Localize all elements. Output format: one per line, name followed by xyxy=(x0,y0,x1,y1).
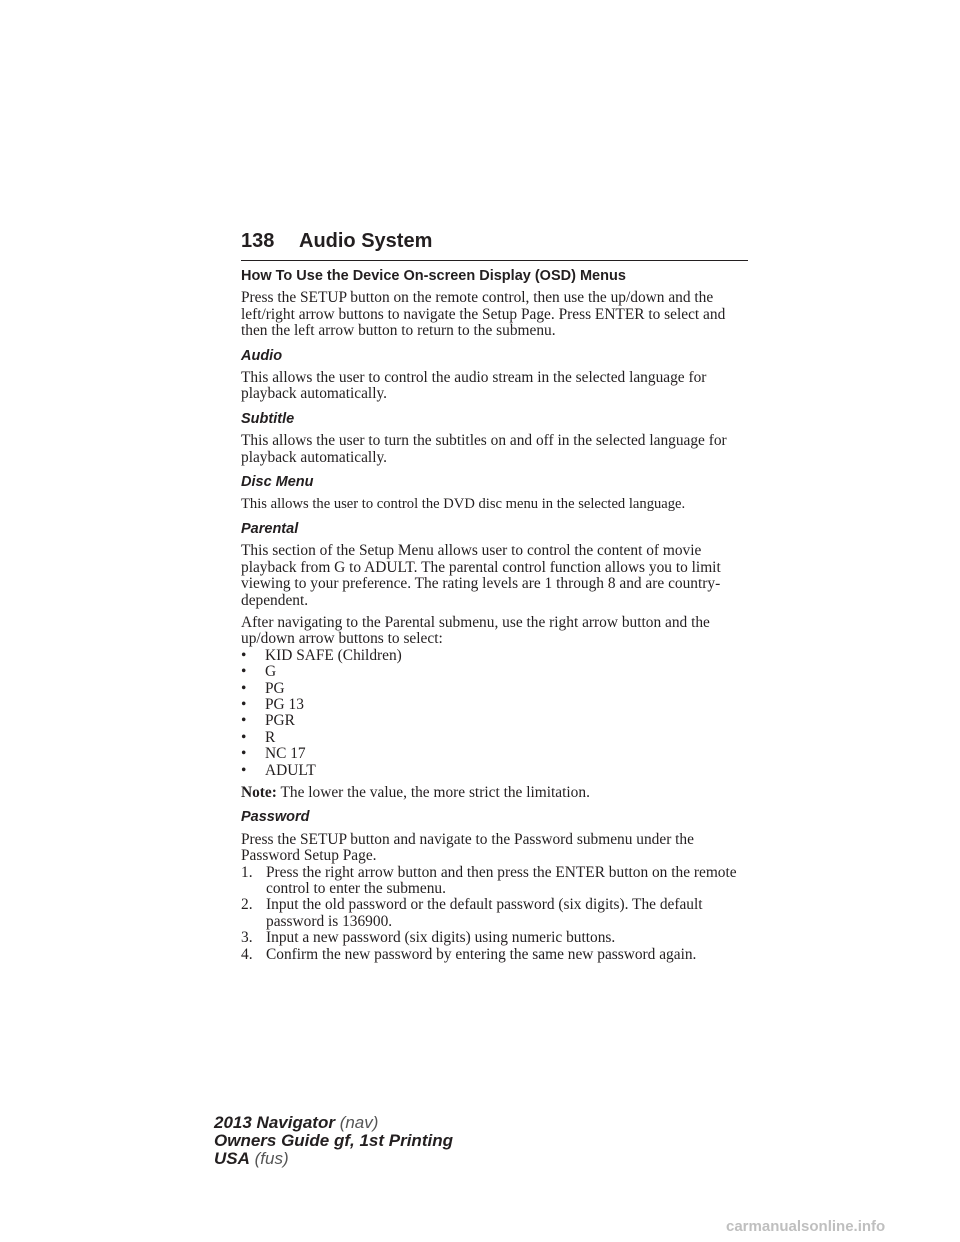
password-heading: Password xyxy=(241,809,310,826)
list-item xyxy=(241,930,753,946)
list-item: • G xyxy=(241,664,753,680)
footer-guide: Owners Guide gf, 1st Printing xyxy=(214,1131,453,1150)
section-title: Audio System xyxy=(299,230,433,252)
list-item: • PG 13 xyxy=(241,697,753,713)
parental-heading: Parental xyxy=(241,520,299,537)
parental-instructions: After navigating to the Parental submenu, use the right arrow button and the up/down arrow buttons to select: xyxy=(241,613,710,648)
step-number: 4. xyxy=(241,945,253,963)
disc-menu-paragraph: This allows the user to control the DVD disc menu in the selected language. xyxy=(241,496,686,513)
subtitle-paragraph: This allows the user to turn the subtitles on and off in the selected language for playback automatically. xyxy=(241,432,727,466)
list-item: • R xyxy=(241,730,753,746)
page-number: 138 xyxy=(241,230,275,252)
intro-paragraph: Press the SETUP button on the remote control, then use the up/down and the left/right arrow buttons to navigate the Setup Page. Press ENTER to select and then the left arrow button to return to the submenu. xyxy=(241,289,726,340)
main-heading: How To Use the Device On-screen Display (OSD) Menus xyxy=(241,268,626,284)
parental-paragraph: This section of the Setup Menu allows user to control the content of movie playback from G to ADULT. The parental control function allows you to limit viewing to your preference. The rating levels are 1 through 8 and are country-dependent. xyxy=(241,542,721,609)
list-item: • NC 17 xyxy=(241,746,753,762)
page-content xyxy=(241,268,753,963)
password-steps xyxy=(241,865,753,963)
footer-model-code: (nav) xyxy=(339,1113,379,1132)
note xyxy=(241,785,753,801)
list-item xyxy=(241,865,753,898)
footer-region: USA xyxy=(214,1149,250,1168)
step-number: 3. xyxy=(241,929,253,947)
list-item: • PG xyxy=(241,681,753,697)
footer-region-code: (fus) xyxy=(254,1149,289,1168)
rating-list xyxy=(241,648,753,779)
list-item: • ADULT xyxy=(241,763,753,779)
list-item xyxy=(241,897,753,930)
step-text: Input the old password or the default password (six digits). The default password is 136900. xyxy=(266,896,703,930)
watermark: carmanualsonline.info xyxy=(726,1218,886,1235)
password-paragraph: Press the SETUP button and navigate to the Password submenu under the Password Setup Page. xyxy=(241,830,694,865)
step-text: Press the right arrow button and then press the ENTER button on the remote control to enter the submenu. xyxy=(266,863,737,897)
note-text: The lower the value, the more strict the limitation. xyxy=(280,783,590,801)
footer-model: 2013 Navigator xyxy=(214,1113,335,1132)
step-text: Input a new password (six digits) using numeric buttons. xyxy=(266,929,616,947)
list-item: • KID SAFE (Children) xyxy=(241,648,753,664)
step-number: 1. xyxy=(241,863,253,881)
disc-menu-heading: Disc Menu xyxy=(241,474,314,491)
list-item: • PGR xyxy=(241,713,753,729)
list-item xyxy=(241,947,753,963)
note-label: Note: xyxy=(241,783,277,801)
audio-paragraph: This allows the user to control the audio stream in the selected language for playback automatically. xyxy=(241,369,707,403)
document-footer xyxy=(214,1114,453,1168)
audio-heading: Audio xyxy=(241,347,283,364)
page-header xyxy=(241,230,748,261)
subtitle-heading: Subtitle xyxy=(241,410,295,427)
step-number: 2. xyxy=(241,896,253,914)
step-text: Confirm the new password by entering the same new password again. xyxy=(266,945,697,963)
